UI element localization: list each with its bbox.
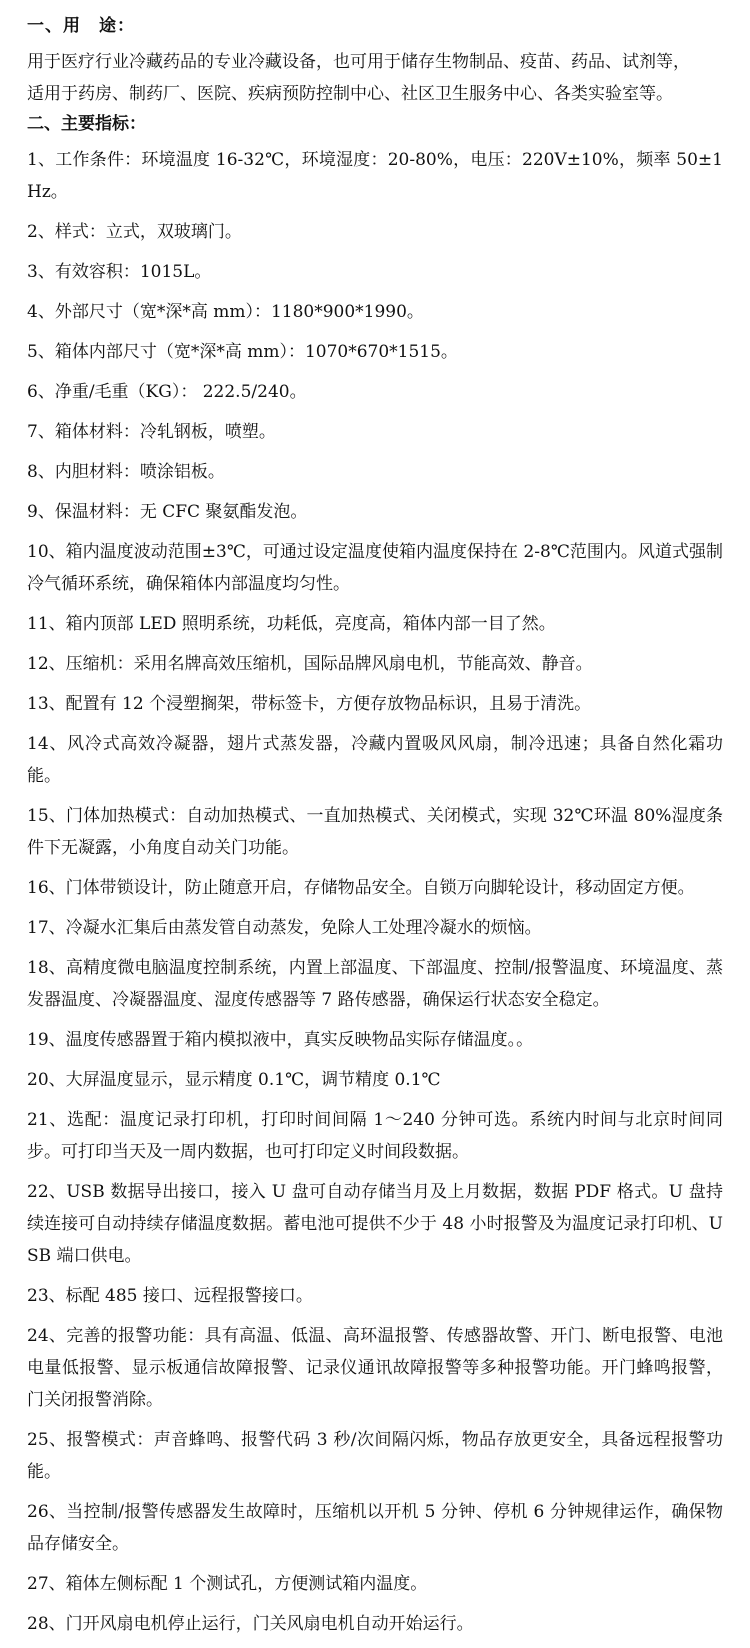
spec-item: 20、大屏温度显示，显示精度 0.1℃，调节精度 0.1℃	[27, 1070, 441, 1090]
spec-item: 13、配置有 12 个浸塑搁架，带标签卡，方便存放物品标识，且易于清洗。	[27, 694, 592, 714]
spec-item: 19、温度传感器置于箱内模拟液中，真实反映物品实际存储温度。。	[27, 1030, 534, 1050]
spec-item: 2、样式：立式，双玻璃门。	[27, 222, 242, 242]
section-specs-title: 二、主要指标：	[27, 114, 146, 134]
spec-item: 4、外部尺寸（宽*深*高 mm）：1180*900*1990。	[27, 302, 424, 322]
spec-item: 9、保温材料：无 CFC 聚氨酯发泡。	[27, 502, 308, 522]
spec-item: 6、净重/毛重（KG）： 222.5/240。	[27, 382, 307, 402]
spec-item: 21、选配：温度记录打印机，打印时间间隔 1～240 分钟可选。系统内时间与北京时间同步。可打印当天及一周内数据，也可打印定义时间段数据。	[27, 1110, 723, 1162]
section-usage-title: 一、用 途：	[27, 16, 135, 36]
usage-paragraph	[27, 46, 723, 110]
spec-item: 3、有效容积：1015L。	[27, 262, 212, 282]
spec-item: 26、当控制/报警传感器发生故障时，压缩机以开机 5 分钟、停机 6 分钟规律运作，确保物品存储安全。	[27, 1502, 723, 1554]
spec-list	[27, 144, 723, 1640]
spec-item: 18、高精度微电脑温度控制系统，内置上部温度、下部温度、控制/报警温度、环境温度、蒸发器温度、冷凝器温度、湿度传感器等 7 路传感器，确保运行状态安全稳定。	[27, 958, 723, 1010]
spec-item: 11、箱内顶部 LED 照明系统，功耗低，亮度高，箱体内部一目了然。	[27, 614, 556, 634]
spec-item: 27、箱体左侧标配 1 个测试孔，方便测试箱内温度。	[27, 1574, 428, 1594]
spec-item: 28、门开风扇电机停止运行，门关风扇电机自动开始运行。	[27, 1614, 474, 1634]
spec-item: 16、门体带锁设计，防止随意开启，存储物品安全。自锁万向脚轮设计，移动固定方便。	[27, 878, 695, 898]
spec-item: 1、工作条件：环境温度 16-32℃，环境湿度：20-80%，电压：220V±10%，频率 50±1Hz。	[27, 150, 723, 202]
spec-item: 22、USB 数据导出接口，接入 U 盘可自动存储当月及上月数据，数据 PDF 格式。U 盘持续连接可自动持续存储温度数据。蓄电池可提供不少于 48 小时报警及为温度记录打印机、USB 端口供电。	[27, 1182, 723, 1266]
spec-item: 7、箱体材料：冷轧钢板，喷塑。	[27, 422, 276, 442]
spec-item: 25、报警模式：声音蜂鸣、报警代码 3 秒/次间隔闪烁，物品存放更安全，具备远程报警功能。	[27, 1430, 723, 1482]
spec-item: 12、压缩机：采用名牌高效压缩机，国际品牌风扇电机，节能高效、静音。	[27, 654, 593, 674]
spec-item: 8、内胆材料：喷涂铝板。	[27, 462, 225, 482]
spec-item: 23、标配 485 接口、远程报警接口。	[27, 1286, 313, 1306]
spec-document	[27, 14, 723, 1648]
spec-item: 24、完善的报警功能：具有高温、低温、高环温报警、传感器故警、开门、断电报警、电池电量低报警、显示板通信故障报警、记录仪通讯故障报警等多种报警功能。开门蜂鸣报警，门关闭报警消除。	[27, 1326, 723, 1410]
spec-item: 15、门体加热模式：自动加热模式、一直加热模式、关闭模式，实现 32℃环温 80%湿度条件下无凝露，小角度自动关门功能。	[27, 806, 723, 858]
spec-item: 14、风冷式高效冷凝器，翅片式蒸发器，冷藏内置吸风风扇，制冷迅速；具备自然化霜功能。	[27, 734, 723, 786]
usage-line: 用于医疗行业冷藏药品的专业冷藏设备，也可用于储存生物制品、疫苗、药品、试剂等，	[27, 52, 690, 72]
spec-item: 10、箱内温度波动范围±3℃，可通过设定温度使箱内温度保持在 2-8℃范围内。风道式强制冷气循环系统，确保箱体内部温度均匀性。	[27, 542, 723, 594]
spec-item: 17、冷凝水汇集后由蒸发管自动蒸发，免除人工处理冷凝水的烦恼。	[27, 918, 542, 938]
usage-line: 适用于药房、制药厂、医院、疾病预防控制中心、社区卫生服务中心、各类实验室等。	[27, 84, 673, 104]
spec-item: 5、箱体内部尺寸（宽*深*高 mm）：1070*670*1515。	[27, 342, 458, 362]
